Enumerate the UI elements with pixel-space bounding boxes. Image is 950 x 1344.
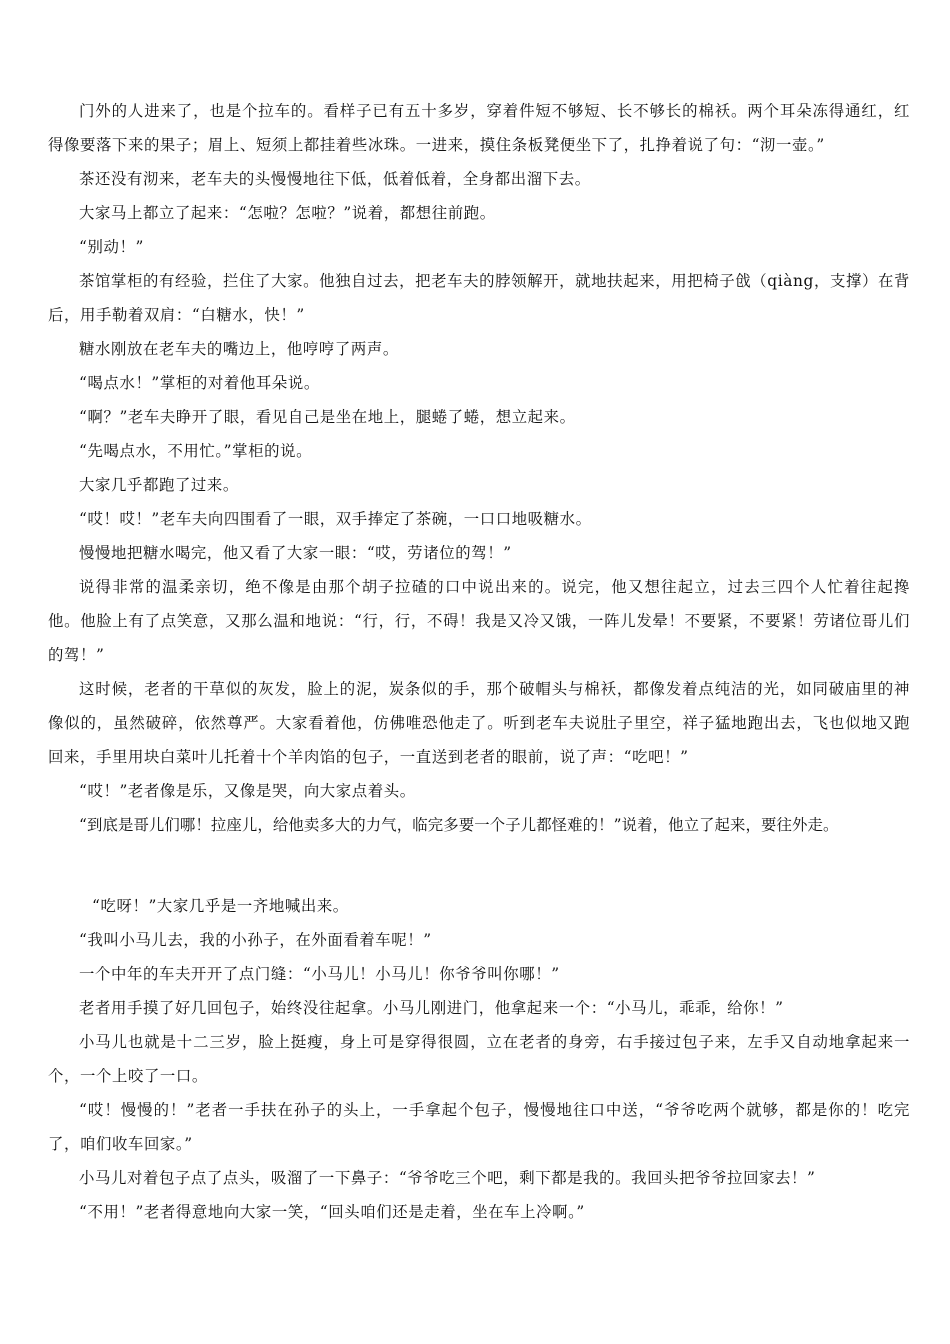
paragraph: “到底是哥儿们哪！拉座儿，给他卖多大的力气，临完多要一个子儿都怪难的！”说着，他立了起来，要往外走。: [79, 816, 839, 834]
paragraph: “啊？”老车夫睁开了眼，看见自己是坐在地上，腿蜷了蜷，想立起来。: [79, 408, 576, 426]
paragraph: “别动！”: [79, 238, 144, 256]
paragraph: 大家马上都立了起来：“怎啦？怎啦？”说着，都想往前跑。: [79, 204, 496, 222]
paragraph: 门外的人进来了，也是个拉车的。看样子已有五十多岁，穿着件短不够短、长不够长的棉袄。两个耳朵冻得通红，红得像要落下来的果子；眉上、短须上都挂着些冰珠。一进来，摸住条板凳便坐下了，扎挣着说了句：“沏一壶。”: [48, 102, 910, 154]
paragraph: 糖水刚放在老车夫的嘴边上，他哼哼了两声。: [79, 340, 399, 358]
paragraph: “喝点水！”掌柜的对着他耳朵说。: [79, 374, 320, 392]
paragraph: “哎！”老者像是乐，又像是哭，向大家点着头。: [79, 782, 416, 800]
paragraph: 茶馆掌柜的有经验，拦住了大家。他独自过去，把老车夫的脖领解开，就地扶起来，用把椅子戗（qiàng，支撑）在背后，用手勒着双肩：“白糖水，快！”: [48, 272, 910, 324]
paragraph: “吃呀！”大家几乎是一齐地喊出来。: [92, 897, 349, 915]
paragraph: 慢慢地把糖水喝完，他又看了大家一眼：“哎，劳诸位的驾！”: [79, 544, 512, 562]
paragraph: 这时候，老者的干草似的灰发，脸上的泥，炭条似的手，那个破帽头与棉袄，都像发着点纯洁的光，如同破庙里的神像似的，虽然破碎，依然尊严。大家看着他，仿佛唯恐他走了。听到老车夫说肚子里空，祥子猛地跑出去，飞也似地又跑回来，手里用块白菜叶儿托着十个羊肉馅的包子，一直送到老者的眼前，说了声：“吃吧！”: [48, 680, 910, 766]
story-section-2: [48, 889, 910, 1229]
paragraph: 茶还没有沏来，老车夫的头慢慢地往下低，低着低着，全身都出溜下去。: [79, 170, 591, 188]
paragraph: “不用！”老者得意地向大家一笑，“回头咱们还是走着，坐在车上冷啊。”: [79, 1203, 585, 1221]
paragraph: 说得非常的温柔亲切，绝不像是由那个胡子拉碴的口中说出来的。说完，他又想往起立，过去三四个人忙着往起搀他。他脸上有了点笑意，又那么温和地说：“行，行，不碍！我是又冷又饿，一阵儿发晕！不要紧，不要紧！劳诸位哥儿们的驾！”: [48, 578, 910, 664]
paragraph: “我叫小马儿去，我的小孙子，在外面看着车呢！”: [79, 931, 432, 949]
paragraph: 一个中年的车夫开开了点门缝：“小马儿！小马儿！你爷爷叫你哪！”: [79, 965, 560, 983]
paragraph: “哎！哎！”老车夫向四围看了一眼，双手捧定了茶碗，一口口地吸糖水。: [79, 510, 592, 528]
paragraph: “先喝点水，不用忙。”掌柜的说。: [79, 442, 313, 460]
paragraph: 大家几乎都跑了过来。: [79, 476, 239, 494]
paragraph: “哎！慢慢的！”老者一手扶在孙子的头上，一手拿起个包子，慢慢地往口中送，“爷爷吃两个就够，都是你的！吃完了，咱们收车回家。”: [48, 1101, 910, 1153]
paragraph: 老者用手摸了好几回包子，始终没往起拿。小马儿刚进门，他拿起来一个：“小马儿，乖乖，给你！”: [79, 999, 784, 1017]
paragraph: 小马儿也就是十二三岁，脸上挺瘦，身上可是穿得很圆，立在老者的身旁，右手接过包子来，左手又自动地拿起来一个，一个上咬了一口。: [48, 1033, 910, 1085]
story-section-1: [48, 94, 910, 842]
paragraph: 小马儿对着包子点了点头，吸溜了一下鼻子：“爷爷吃三个吧，剩下都是我的。我回头把爷爷拉回家去！”: [79, 1169, 816, 1187]
